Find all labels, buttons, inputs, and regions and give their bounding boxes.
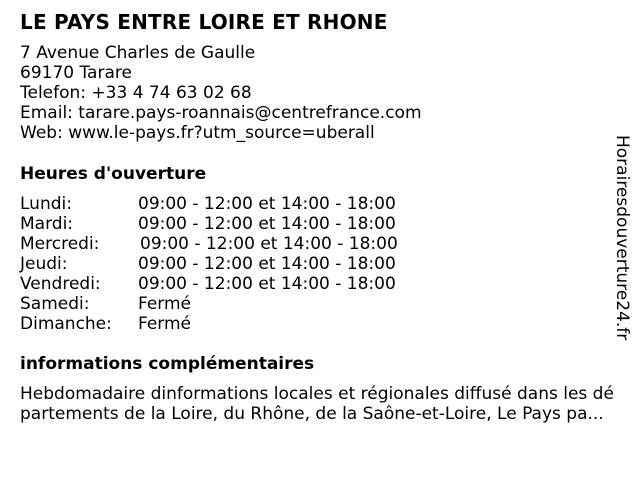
day-label: Mercredi: xyxy=(20,234,100,254)
day-label: Mardi: xyxy=(20,214,74,234)
hours-heading: Heures d'ouverture xyxy=(20,164,207,184)
extra-info-heading: informations complémentaires xyxy=(20,354,315,374)
phone-number: Telefon: +33 4 74 63 02 68 xyxy=(20,83,252,103)
description-line-2: partements de la Loire, du Rhône, de la Saône-et-Loire, Le Pays pa... xyxy=(20,404,604,424)
day-label: Jeudi: xyxy=(20,254,68,274)
address-line-1: 7 Avenue Charles de Gaulle xyxy=(20,43,256,63)
description-line-1: Hebdomadaire dinformations locales et régionales diffusé dans les dé xyxy=(20,384,614,404)
time-value: Fermé xyxy=(138,314,192,334)
contact-info xyxy=(20,43,422,143)
website-url: Web: www.le-pays.fr?utm_source=uberall xyxy=(20,123,375,143)
day-label: Lundi: xyxy=(20,194,72,214)
day-label: Vendredi: xyxy=(20,274,101,294)
day-label: Dimanche: xyxy=(20,314,112,334)
time-value: 09:00 - 12:00 et 14:00 - 18:00 xyxy=(138,214,396,234)
watermark-text: Horairesdouverture24.fr xyxy=(612,135,632,341)
time-value: 09:00 - 12:00 et 14:00 - 18:00 xyxy=(138,254,396,274)
time-value: 09:00 - 12:00 et 14:00 - 18:00 xyxy=(138,194,396,214)
address-line-2: 69170 Tarare xyxy=(20,63,132,83)
time-value: 09:00 - 12:00 et 14:00 - 18:00 xyxy=(138,274,396,294)
description-text xyxy=(20,356,630,424)
business-name: LE PAYS ENTRE LOIRE ET RHONE xyxy=(20,10,388,34)
day-label: Samedi: xyxy=(20,294,90,314)
email-address: Email: tarare.pays-roannais@centrefrance.com xyxy=(20,103,422,123)
time-value: 09:00 - 12:00 et 14:00 - 18:00 xyxy=(140,234,398,254)
time-value: Fermé xyxy=(138,294,192,314)
